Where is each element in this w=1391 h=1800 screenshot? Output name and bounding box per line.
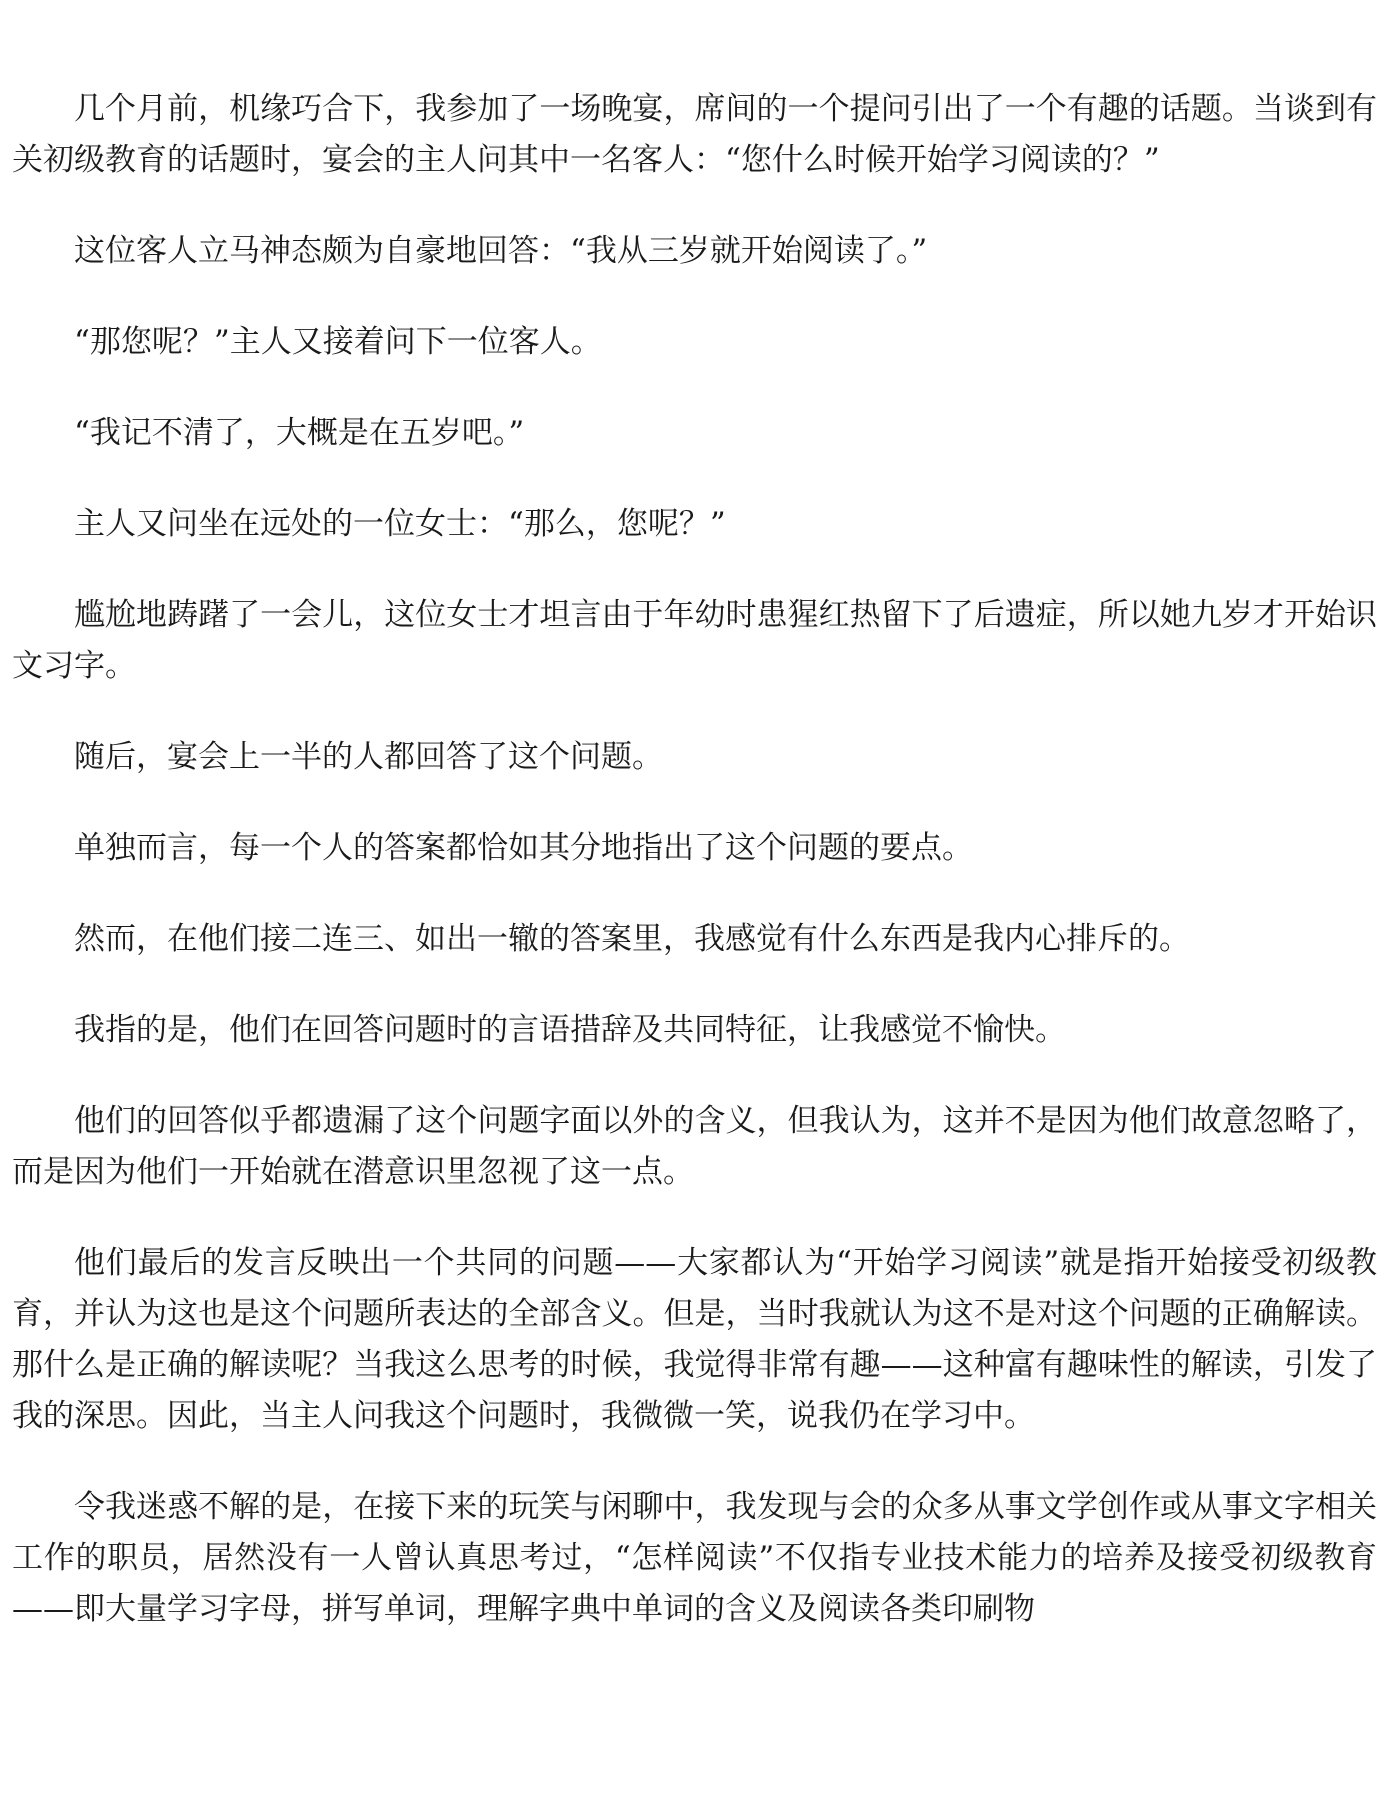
paragraph-1: 几个月前，机缘巧合下，我参加了一场晚宴，席间的一个提问引出了一个有趣的话题。当谈到有关初级教育的话题时，宴会的主人问其中一名客人：“您什么时候开始学习阅读的？”: [12, 91, 1377, 178]
paragraph-6: 尴尬地踌躇了一会儿，这位女士才坦言由于年幼时患猩红热留下了后遗症，所以她九岁才开始识文习字。: [12, 597, 1377, 684]
document-page: [12, 84, 1377, 1675]
paragraph-10: 我指的是，他们在回答问题时的言语措辞及共同特征，让我感觉不愉快。: [74, 1012, 1066, 1048]
paragraph-8: 单独而言，每一个人的答案都恰如其分地指出了这个问题的要点。: [74, 830, 973, 866]
paragraph-11: 他们的回答似乎都遗漏了这个问题字面以外的含义，但我认为，这并不是因为他们故意忽略了，而是因为他们一开始就在潜意识里忽视了这一点。: [12, 1103, 1377, 1190]
paragraph-5: 主人又问坐在远处的一位女士：“那么，您呢？”: [74, 506, 726, 542]
paragraph-4: “我记不清了，大概是在五岁吧。”: [74, 415, 525, 451]
paragraph-2: 这位客人立马神态颇为自豪地回答：“我从三岁就开始阅读了。”: [74, 233, 928, 269]
paragraph-3: “那您呢？”主人又接着问下一位客人。: [74, 324, 602, 360]
paragraph-9: 然而，在他们接二连三、如出一辙的答案里，我感觉有什么东西是我内心排斥的。: [74, 921, 1190, 957]
paragraph-7: 随后，宴会上一半的人都回答了这个问题。: [74, 739, 663, 775]
paragraph-13: 令我迷惑不解的是，在接下来的玩笑与闲聊中，我发现与会的众多从事文学创作或从事文字相关工作的职员，居然没有一人曾认真思考过，“怎样阅读”不仅指专业技术能力的培养及接受初级教育——即大量学习字母，拼写单词，理解字典中单词的含义及阅读各类印刷物: [12, 1489, 1377, 1627]
paragraph-12: 他们最后的发言反映出一个共同的问题——大家都认为“开始学习阅读”就是指开始接受初级教育，并认为这也是这个问题所表达的全部含义。但是，当时我就认为这不是对这个问题的正确解读。那什么是正确的解读呢？当我这么思考的时候，我觉得非常有趣——这种富有趣味性的解读，引发了我的深思。因此，当主人问我这个问题时，我微微一笑，说我仍在学习中。: [12, 1245, 1377, 1434]
